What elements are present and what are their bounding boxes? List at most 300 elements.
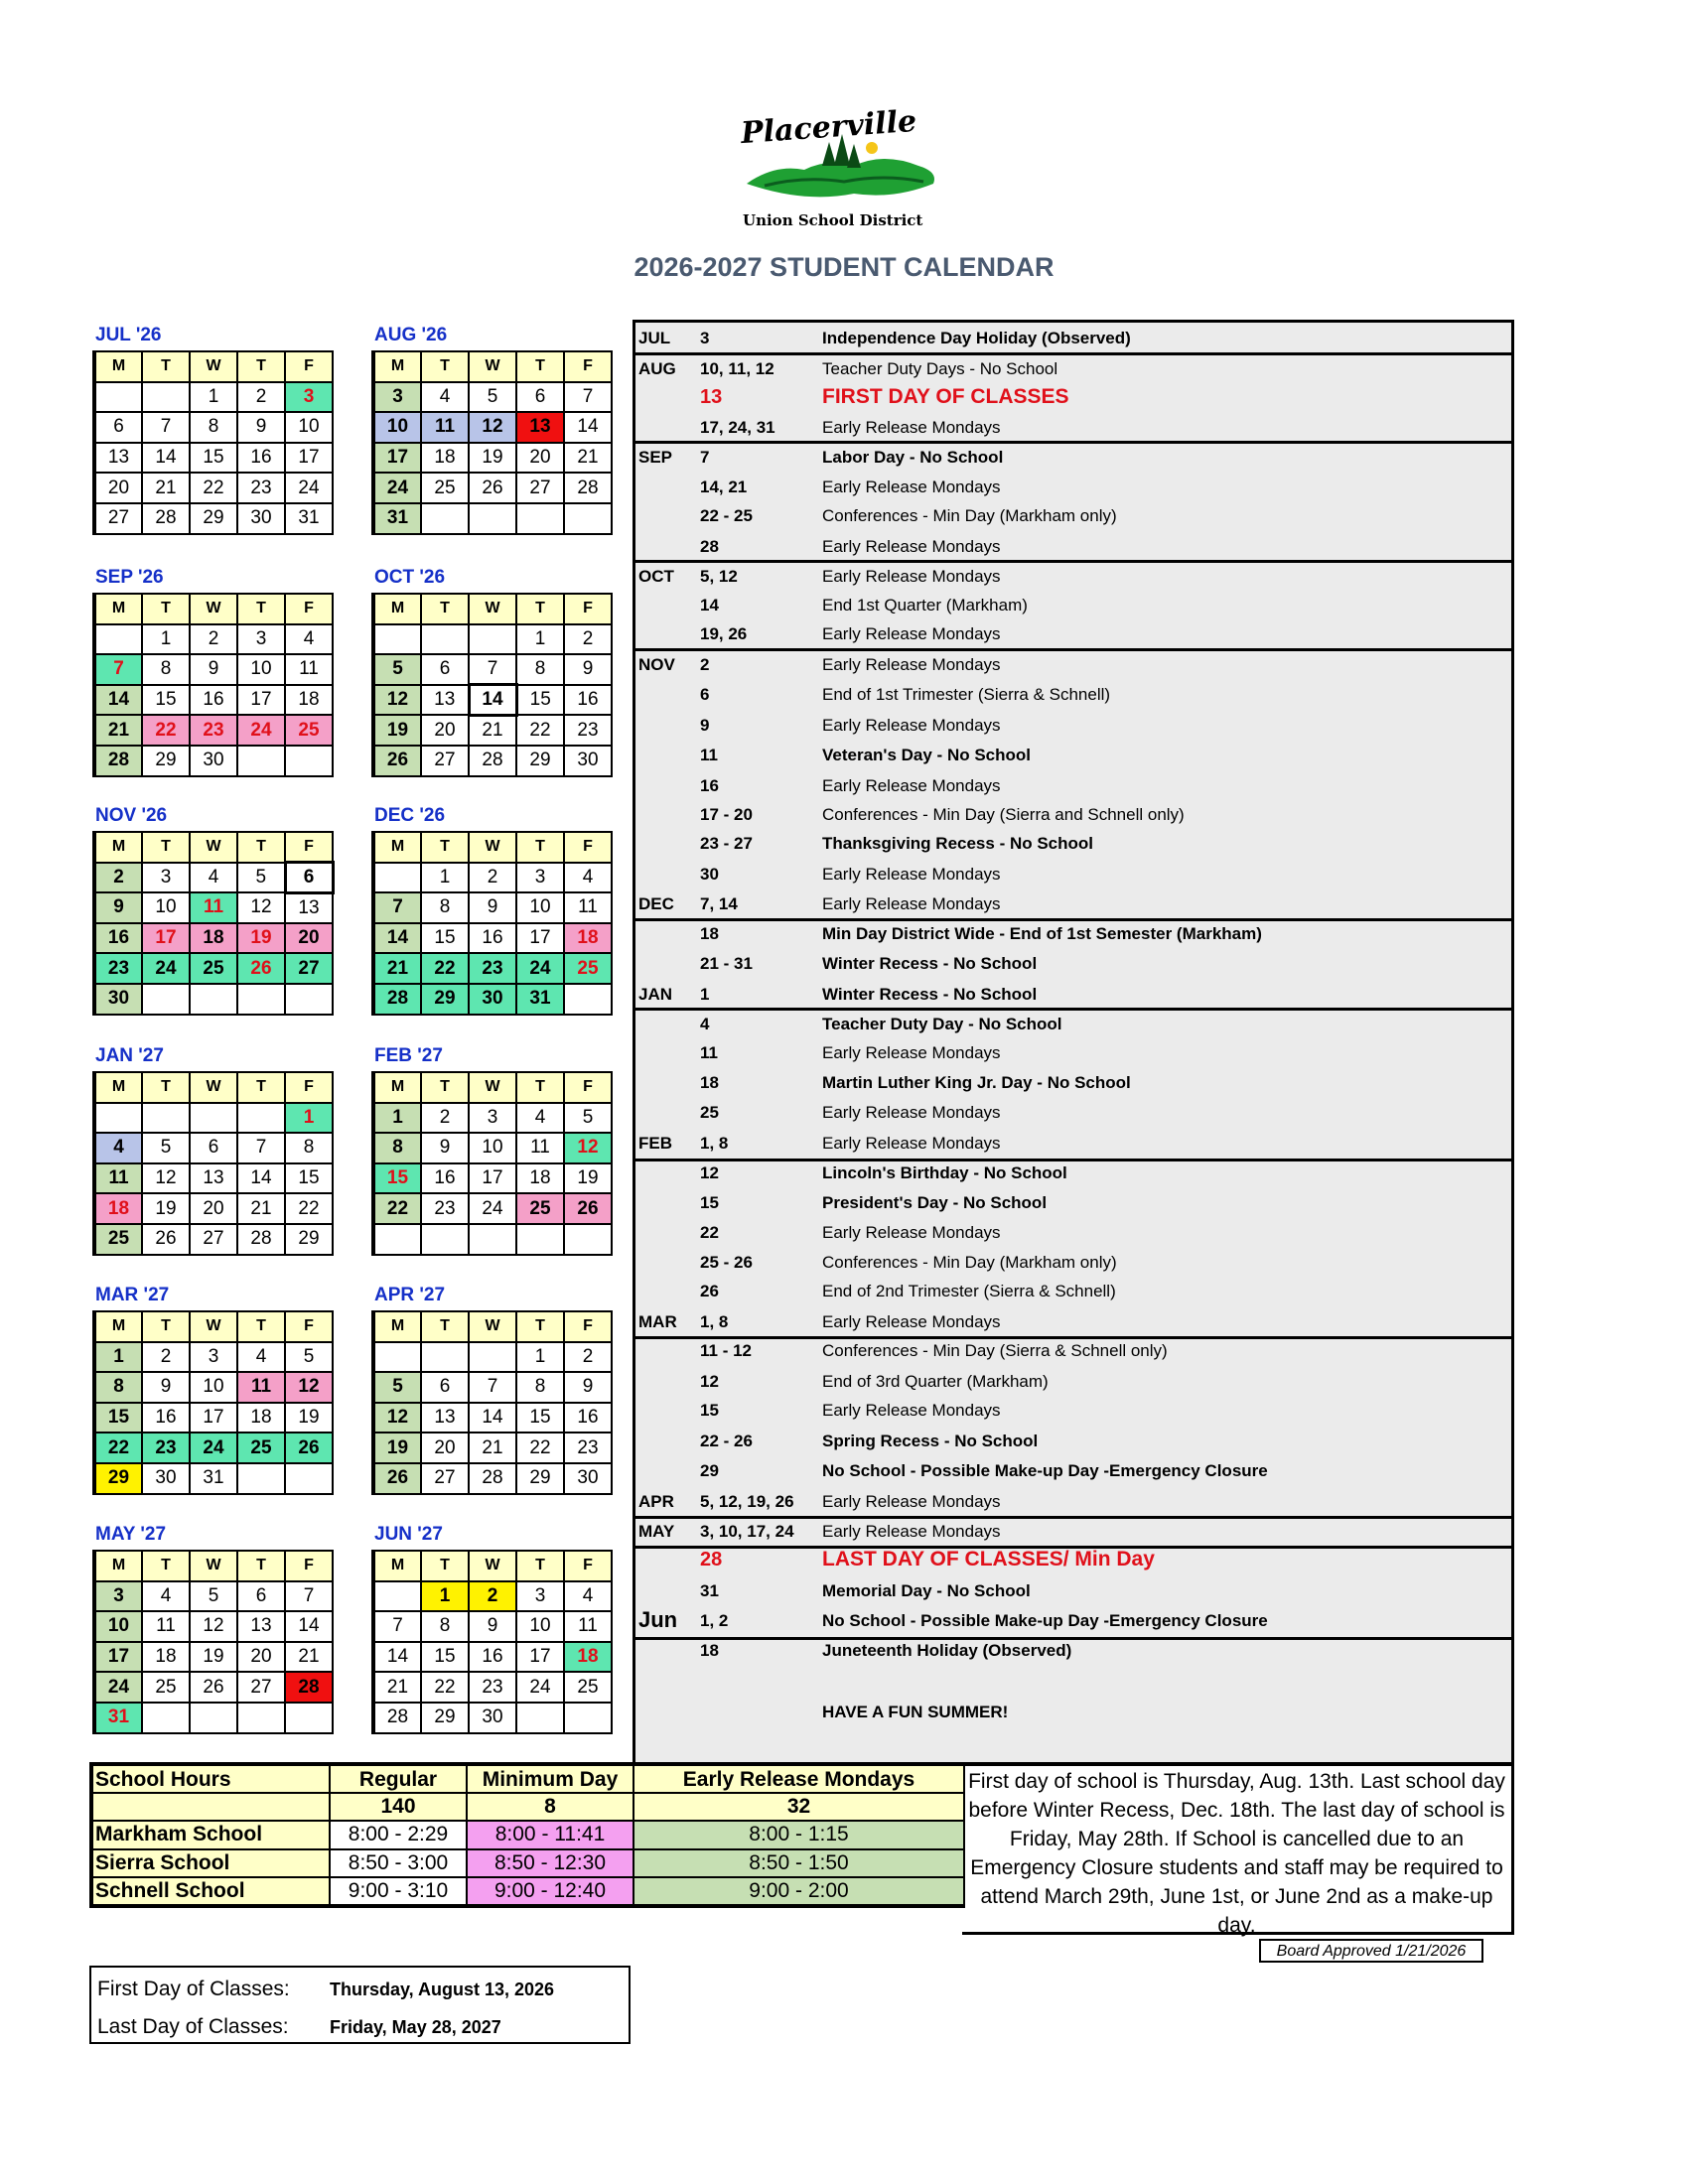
day-cell: 9 (421, 1133, 469, 1163)
day-cell: 8 (190, 412, 237, 443)
day-cell: 24 (94, 1672, 142, 1703)
day-cell: 1 (285, 1103, 333, 1134)
day-cell: 3 (516, 863, 564, 893)
day-cell: 9 (469, 892, 516, 923)
regular-hours: 9:00 - 3:10 (330, 1877, 467, 1906)
day-cell: 10 (373, 412, 421, 443)
weekday-header: T (237, 1551, 285, 1581)
month-calendar (92, 1045, 334, 1256)
month-name: APR '27 (374, 1285, 446, 1305)
day-cell: 10 (142, 892, 190, 923)
month-calendar (92, 805, 335, 1016)
weekday-header: T (142, 1311, 190, 1342)
day-cell: 17 (94, 1642, 142, 1673)
day-cell: 13 (421, 685, 469, 716)
day-cell: 22 (421, 1672, 469, 1703)
month-name: NOV '26 (95, 805, 168, 826)
day-cell: 14 (142, 443, 190, 474)
event-row (635, 679, 1511, 709)
day-cell: 3 (469, 1103, 516, 1134)
day-cell: 21 (237, 1193, 285, 1224)
event-description: HAVE A FUN SUMMER! (822, 1703, 1009, 1721)
day-cell: 10 (516, 892, 564, 923)
event-date: 29 (700, 1461, 719, 1480)
event-date: 17 - 20 (700, 805, 753, 824)
day-cell: 23 (564, 715, 612, 746)
day-cell: 12 (237, 892, 285, 923)
month-calendar (92, 567, 334, 777)
day-cell: 30 (237, 503, 285, 534)
day-cell: 29 (421, 984, 469, 1015)
event-description: Early Release Mondays (822, 624, 1001, 643)
event-row (635, 1128, 1511, 1158)
event-month: SEP (638, 448, 673, 467)
event-description: No School - Possible Make-up Day -Emergency Closure (822, 1461, 1268, 1480)
first-day-value: Thursday, August 13, 2026 (330, 1979, 555, 1999)
event-description: Early Release Mondays (822, 1312, 1001, 1331)
day-cell: 25 (421, 473, 469, 503)
event-date: 1, 8 (700, 1312, 729, 1331)
event-row (635, 323, 1511, 352)
day-cell: 8 (373, 1133, 421, 1163)
day-cell: 30 (564, 746, 612, 776)
event-description: Winter Recess - No School (822, 954, 1038, 973)
day-cell: 26 (373, 746, 421, 776)
day-cell: 17 (142, 923, 190, 954)
day-cell: 28 (142, 503, 190, 534)
event-month: MAY (638, 1522, 675, 1541)
day-cell: 20 (516, 443, 564, 474)
day-cell (564, 984, 612, 1015)
event-date: 5, 12, 19, 26 (700, 1492, 794, 1511)
event-description: Early Release Mondays (822, 865, 1001, 884)
day-cell: 16 (564, 1403, 612, 1433)
event-date: 26 (700, 1282, 719, 1300)
day-cell: 27 (237, 1672, 285, 1703)
events-list (633, 320, 1514, 1766)
day-cell: 24 (516, 953, 564, 984)
event-row (635, 828, 1511, 858)
day-cell: 19 (564, 1163, 612, 1194)
weekday-header: M (373, 351, 421, 382)
day-cell: 5 (285, 1342, 333, 1373)
day-cell: 14 (237, 1163, 285, 1194)
weekday-header: F (285, 351, 333, 382)
day-cell: 22 (373, 1193, 421, 1224)
weekday-header: F (564, 1551, 612, 1581)
event-row (635, 918, 1511, 948)
event-date: 1 (700, 985, 710, 1004)
day-cell (564, 1224, 612, 1255)
weekday-header: T (516, 1551, 564, 1581)
event-date: 11 (700, 746, 718, 764)
day-cell: 9 (190, 654, 237, 685)
day-cell: 3 (190, 1342, 237, 1373)
day-cell (190, 1103, 237, 1134)
weekday-header: F (564, 832, 612, 863)
day-cell: 17 (469, 1163, 516, 1194)
event-date: 15 (700, 1401, 719, 1420)
day-cell: 29 (94, 1463, 142, 1494)
hours-days-early: 32 (633, 1793, 964, 1822)
board-approved: Board Approved 1/21/2026 (1259, 1939, 1483, 1963)
event-description: Early Release Mondays (822, 418, 1001, 437)
month-calendar (92, 1285, 334, 1495)
day-cell: 7 (469, 1372, 516, 1403)
day-cell: 8 (516, 654, 564, 685)
day-cell (373, 863, 421, 893)
weekday-header: F (285, 594, 333, 624)
event-row (635, 1697, 1511, 1726)
day-cell: 13 (285, 892, 333, 923)
day-cell: 2 (564, 1342, 612, 1373)
day-cell: 24 (469, 1193, 516, 1224)
weekday-header: W (190, 1311, 237, 1342)
event-row (635, 1486, 1511, 1516)
day-cell: 5 (237, 863, 285, 893)
day-cell: 8 (421, 1611, 469, 1642)
day-cell: 12 (373, 1403, 421, 1433)
day-cell: 25 (564, 953, 612, 984)
day-cell: 27 (285, 953, 333, 984)
logo-subtitle: Union School District (743, 211, 923, 229)
day-cell: 27 (421, 1463, 469, 1494)
day-cell (564, 503, 612, 534)
weekday-header: T (421, 1311, 469, 1342)
day-cell: 10 (516, 1611, 564, 1642)
day-cell: 29 (142, 746, 190, 776)
event-description: Early Release Mondays (822, 716, 1001, 735)
day-cell: 5 (190, 1581, 237, 1612)
day-cell: 1 (94, 1342, 142, 1373)
day-cell: 19 (190, 1642, 237, 1673)
day-cell (142, 382, 190, 413)
day-cell: 4 (94, 1133, 142, 1163)
day-cell: 23 (190, 715, 237, 746)
day-cell: 8 (421, 892, 469, 923)
event-row (635, 531, 1511, 561)
event-month: JUL (638, 329, 671, 347)
day-cell: 25 (564, 1672, 612, 1703)
month-name: MAY '27 (95, 1524, 167, 1545)
weekday-header: T (142, 1551, 190, 1581)
day-cell: 26 (564, 1193, 612, 1224)
event-description: Early Release Mondays (822, 1134, 1001, 1153)
event-description: End of 1st Trimester (Sierra & Schnell) (822, 685, 1111, 704)
event-date: 17, 24, 31 (700, 418, 775, 437)
event-date: 1, 2 (700, 1611, 729, 1630)
event-row (635, 1247, 1511, 1277)
day-cell: 8 (94, 1372, 142, 1403)
day-cell: 10 (469, 1133, 516, 1163)
event-row (635, 1158, 1511, 1187)
event-description: Early Release Mondays (822, 1103, 1001, 1122)
weekday-header: T (421, 1072, 469, 1103)
event-date: 7 (700, 448, 710, 467)
event-description: Early Release Mondays (822, 1223, 1001, 1242)
day-cell: 11 (94, 1163, 142, 1194)
day-cell: 16 (142, 1403, 190, 1433)
event-description: Spring Recess - No School (822, 1432, 1039, 1450)
event-date: 22 (700, 1223, 719, 1242)
day-cell: 1 (190, 382, 237, 413)
day-cell: 25 (190, 953, 237, 984)
weekday-header: T (237, 1072, 285, 1103)
event-row (635, 1037, 1511, 1067)
day-cell: 14 (469, 1403, 516, 1433)
first-last-days (89, 1966, 631, 2044)
minimum-day-hours: 8:50 - 12:30 (467, 1849, 633, 1878)
first-day-label: First Day of Classes: (97, 1978, 290, 2000)
day-cell: 10 (190, 1372, 237, 1403)
event-date: 28 (700, 537, 719, 556)
event-description: Teacher Duty Days - No School (822, 359, 1058, 378)
day-cell (94, 624, 142, 655)
day-cell (516, 503, 564, 534)
day-cell: 4 (190, 863, 237, 893)
day-cell: 17 (285, 443, 333, 474)
event-date: 9 (700, 716, 710, 735)
day-cell: 13 (421, 1403, 469, 1433)
day-cell: 28 (237, 1224, 285, 1255)
day-cell: 11 (285, 654, 333, 685)
event-date: 7, 14 (700, 894, 738, 913)
day-cell: 21 (373, 1672, 421, 1703)
event-description: No School - Possible Make-up Day -Emergency Closure (822, 1611, 1268, 1630)
event-row (635, 1516, 1511, 1546)
event-month: DEC (638, 894, 674, 913)
day-cell: 29 (421, 1703, 469, 1733)
event-date: 10, 11, 12 (700, 359, 774, 378)
day-cell: 28 (94, 746, 142, 776)
weekday-header: T (516, 594, 564, 624)
day-cell: 5 (469, 382, 516, 413)
day-cell: 13 (516, 412, 564, 443)
weekday-header: W (190, 351, 237, 382)
event-description: Martin Luther King Jr. Day - No School (822, 1073, 1131, 1092)
day-cell: 4 (421, 382, 469, 413)
weekday-header: W (190, 1551, 237, 1581)
weekday-header: M (94, 1072, 142, 1103)
day-cell (190, 984, 237, 1015)
weekday-header: T (142, 594, 190, 624)
day-cell: 14 (285, 1611, 333, 1642)
day-cell: 28 (469, 1463, 516, 1494)
day-cell: 1 (421, 1581, 469, 1612)
day-cell: 7 (285, 1581, 333, 1612)
day-cell: 9 (237, 412, 285, 443)
day-cell: 28 (564, 473, 612, 503)
day-cell (142, 1703, 190, 1733)
day-cell: 22 (190, 473, 237, 503)
weekday-header: W (190, 832, 237, 863)
event-month: NOV (638, 655, 675, 674)
day-cell: 4 (564, 863, 612, 893)
day-cell: 5 (373, 1372, 421, 1403)
event-row (635, 1187, 1511, 1217)
day-cell: 12 (190, 1611, 237, 1642)
month-name: JUN '27 (374, 1524, 443, 1545)
day-cell: 6 (94, 412, 142, 443)
day-cell: 1 (516, 624, 564, 655)
day-cell: 11 (142, 1611, 190, 1642)
event-date: 28 (700, 1549, 723, 1570)
day-cell: 21 (373, 953, 421, 984)
day-cell: 23 (421, 1193, 469, 1224)
hours-days-regular: 140 (330, 1793, 467, 1822)
weekday-header: M (373, 1311, 421, 1342)
month-name: AUG '26 (374, 325, 448, 345)
day-cell: 12 (142, 1163, 190, 1194)
day-cell (237, 746, 285, 776)
day-cell: 6 (237, 1581, 285, 1612)
day-cell: 18 (564, 1642, 612, 1673)
event-date: 4 (700, 1015, 710, 1033)
event-row (635, 618, 1511, 648)
day-cell: 19 (469, 443, 516, 474)
event-row (635, 888, 1511, 918)
day-cell: 17 (516, 1642, 564, 1673)
day-cell: 14 (373, 923, 421, 954)
day-cell: 16 (94, 923, 142, 954)
day-cell: 2 (142, 1342, 190, 1373)
day-cell (469, 1224, 516, 1255)
day-cell: 27 (190, 1224, 237, 1255)
day-cell: 2 (190, 624, 237, 655)
month-name: JUL '26 (95, 325, 162, 345)
day-cell: 31 (373, 503, 421, 534)
month-name: FEB '27 (374, 1045, 443, 1066)
day-cell: 2 (469, 863, 516, 893)
event-description: Thanksgiving Recess - No School (822, 834, 1094, 853)
event-date: 6 (700, 685, 710, 704)
day-cell: 8 (142, 654, 190, 685)
event-description: Early Release Mondays (822, 776, 1001, 795)
page-title: 2026-2027 STUDENT CALENDAR (633, 252, 1055, 282)
day-cell: 27 (94, 503, 142, 534)
day-cell: 12 (564, 1133, 612, 1163)
day-cell (469, 1342, 516, 1373)
event-row (635, 799, 1511, 829)
event-date: 22 - 26 (700, 1432, 753, 1450)
month-name: MAR '27 (95, 1285, 170, 1305)
day-cell: 5 (142, 1133, 190, 1163)
day-cell: 19 (373, 1433, 421, 1463)
event-row (635, 649, 1511, 679)
day-cell: 9 (564, 654, 612, 685)
event-row (635, 1635, 1511, 1665)
day-cell: 12 (469, 412, 516, 443)
event-description: Early Release Mondays (822, 1492, 1001, 1511)
weekday-header: M (94, 1551, 142, 1581)
weekday-header: M (94, 832, 142, 863)
last-day-value: Friday, May 28, 2027 (330, 2017, 501, 2037)
event-description: LAST DAY OF CLASSES/ Min Day (822, 1548, 1155, 1570)
event-date: 2 (700, 655, 710, 674)
event-description: Memorial Day - No School (822, 1581, 1031, 1600)
day-cell (142, 984, 190, 1015)
day-cell: 31 (94, 1703, 142, 1733)
day-cell: 23 (564, 1433, 612, 1463)
event-description: Independence Day Holiday (Observed) (822, 329, 1131, 347)
regular-hours: 8:50 - 3:00 (330, 1849, 467, 1878)
day-cell (285, 984, 333, 1015)
event-date: 12 (700, 1372, 719, 1391)
event-row (635, 770, 1511, 800)
day-cell (237, 1103, 285, 1134)
month-calendar (371, 325, 613, 535)
event-description: Juneteenth Holiday (Observed) (822, 1641, 1072, 1660)
day-cell: 20 (190, 1193, 237, 1224)
event-description: Early Release Mondays (822, 1522, 1001, 1541)
day-cell: 17 (190, 1403, 237, 1433)
day-cell: 11 (237, 1372, 285, 1403)
day-cell (94, 1103, 142, 1134)
day-cell: 4 (237, 1342, 285, 1373)
event-date: 23 - 27 (700, 834, 753, 853)
hours-header-label: School Hours (91, 1764, 330, 1793)
day-cell: 11 (564, 892, 612, 923)
event-description: Early Release Mondays (822, 478, 1001, 496)
weekday-header: M (373, 832, 421, 863)
day-cell: 26 (142, 1224, 190, 1255)
day-cell: 6 (421, 654, 469, 685)
day-cell: 13 (94, 443, 142, 474)
minimum-day-hours: 8:00 - 11:41 (467, 1821, 633, 1849)
day-cell: 26 (190, 1672, 237, 1703)
day-cell: 24 (190, 1433, 237, 1463)
weekday-header: F (564, 351, 612, 382)
day-cell: 3 (237, 624, 285, 655)
day-cell: 30 (564, 1463, 612, 1494)
day-cell: 28 (373, 984, 421, 1015)
day-cell: 28 (469, 746, 516, 776)
weekday-header: W (469, 1551, 516, 1581)
day-cell: 4 (564, 1581, 612, 1612)
day-cell: 19 (237, 923, 285, 954)
event-row (635, 1455, 1511, 1485)
event-date: 19, 26 (700, 624, 748, 643)
day-cell: 16 (421, 1163, 469, 1194)
weekday-header: T (421, 1551, 469, 1581)
day-cell: 9 (469, 1611, 516, 1642)
day-cell: 15 (142, 685, 190, 716)
day-cell: 12 (285, 1372, 333, 1403)
weekday-header: F (285, 832, 333, 863)
event-row (635, 1217, 1511, 1247)
day-cell: 11 (190, 892, 237, 923)
day-cell: 17 (237, 685, 285, 716)
weekday-header: F (285, 1072, 333, 1103)
event-row (635, 1306, 1511, 1336)
day-cell (469, 503, 516, 534)
month-name: JAN '27 (95, 1045, 164, 1066)
month-calendar (371, 1045, 613, 1256)
district-logo (735, 104, 953, 238)
weekday-header: F (564, 1072, 612, 1103)
event-description: Labor Day - No School (822, 448, 1004, 467)
day-cell: 10 (237, 654, 285, 685)
event-description: Conferences - Min Day (Markham only) (822, 1253, 1117, 1272)
weekday-header: T (516, 1072, 564, 1103)
day-cell: 15 (190, 443, 237, 474)
month-calendar (92, 1524, 334, 1734)
event-row (635, 442, 1511, 472)
day-cell: 18 (421, 443, 469, 474)
event-row (635, 1335, 1511, 1365)
event-row (635, 1276, 1511, 1305)
day-cell: 17 (373, 443, 421, 474)
